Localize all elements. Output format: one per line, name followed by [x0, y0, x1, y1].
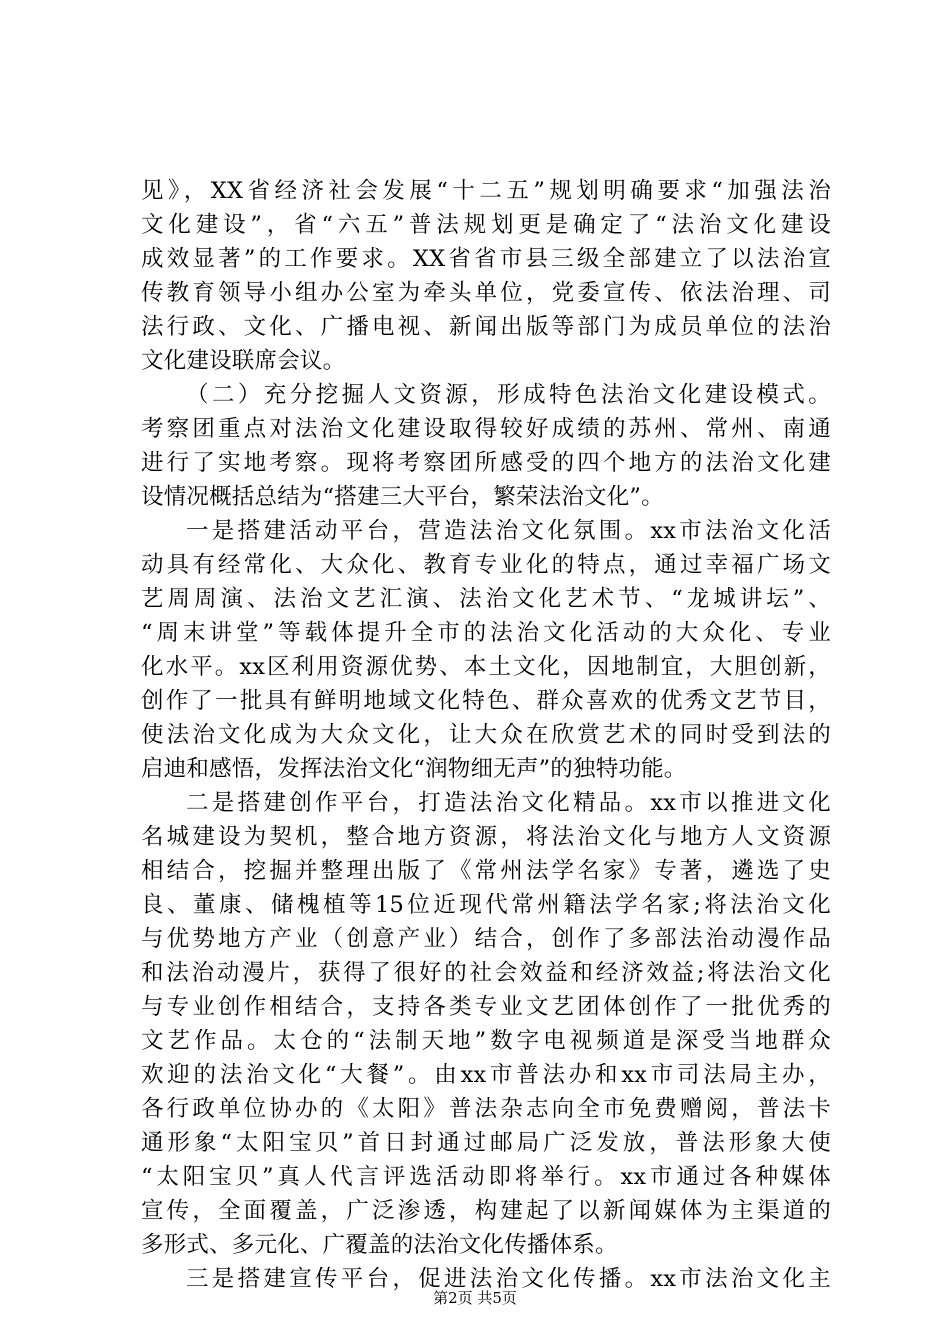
text-line: 使法治文化成为大众文化，让大众在欣赏艺术的同时受到法的 — [141, 722, 831, 748]
text-line: 一是搭建活动平台，营造法治文化氛围。xx市法治文化活 — [186, 518, 831, 544]
text-line: 与专业创作相结合，支持各类专业文艺团体创作了一批优秀的 — [141, 994, 831, 1020]
text-line: 见》，XX省经济社会发展“十二五”规划明确要求“加强法治 — [141, 178, 831, 204]
text-line: 法行政、文化、广播电视、新闻出版等部门为成员单位的法治 — [141, 314, 831, 340]
text-line: 与优势地方产业（创意产业）结合，创作了多部法治动漫作品 — [141, 926, 831, 952]
text-line: 良、董康、储槐植等15位近现代常州籍法学名家;将法治文化 — [141, 892, 831, 918]
text-line: 通形象“太阳宝贝”首日封通过邮局广泛发放，普法形象大使 — [141, 1130, 831, 1156]
text-line: （二）充分挖掘人文资源，形成特色法治文化建设模式。 — [186, 382, 831, 408]
text-line: 创作了一批具有鲜明地域文化特色、群众喜欢的优秀文艺节目， — [141, 688, 831, 714]
text-line: 和法治动漫片，获得了很好的社会效益和经济效益;将法治文化 — [141, 960, 831, 986]
text-line: 多形式、多元化、广覆盖的法治文化传播体系。 — [141, 1232, 618, 1258]
text-line: 艺周周演、法治文艺汇演、法治文化艺术节、“龙城讲坛”、 — [141, 586, 831, 612]
text-line: 名城建设为契机，整合地方资源，将法治文化与地方人文资源 — [141, 824, 831, 850]
document-body — [141, 174, 831, 1296]
page-footer: 第2页 共5页 — [433, 1289, 517, 1307]
text-line: 进行了实地考察。现将考察团所感受的四个地方的法治文化建 — [141, 450, 831, 476]
text-line: 化水平。xx区利用资源优势、本土文化，因地制宜，大胆创新， — [141, 654, 831, 680]
text-line: 设情况概括总结为“搭建三大平台，繁荣法治文化”。 — [141, 484, 664, 510]
text-line: 各行政单位协办的《太阳》普法杂志向全市免费赠阅，普法卡 — [141, 1096, 831, 1122]
text-line: 欢迎的法治文化“大餐”。由xx市普法办和xx市司法局主办， — [141, 1062, 831, 1088]
text-line: “周末讲堂”等载体提升全市的法治文化活动的大众化、专业 — [141, 620, 831, 646]
text-line: 二是搭建创作平台，打造法治文化精品。xx市以推进文化 — [186, 790, 831, 816]
text-line: 相结合，挖掘并整理出版了《常州法学名家》专著，遴选了史 — [141, 858, 831, 884]
text-line: 考察团重点对法治文化建设取得较好成绩的苏州、常州、南通 — [141, 416, 831, 442]
text-line: “太阳宝贝”真人代言评选活动即将举行。xx市通过各种媒体 — [141, 1164, 831, 1190]
text-line: 动具有经常化、大众化、教育专业化的特点，通过幸福广场文 — [141, 552, 831, 578]
text-line: 三是搭建宣传平台，促进法治文化传播。xx市法治文化主 — [186, 1266, 831, 1292]
text-line: 宣传，全面覆盖，广泛渗透，构建起了以新闻媒体为主渠道的 — [141, 1198, 831, 1224]
text-line: 传教育领导小组办公室为牵头单位，党委宣传、依法治理、司 — [141, 280, 831, 306]
text-line: 启迪和感悟，发挥法治文化“润物细无声”的独特功能。 — [141, 756, 687, 782]
text-line: 文化建设联席会议。 — [141, 348, 346, 374]
text-line: 文化建设”，省“六五”普法规划更是确定了“法治文化建设 — [141, 212, 831, 238]
text-line: 成效显著”的工作要求。XX省省市县三级全部建立了以法治宣 — [141, 246, 831, 272]
text-line: 文艺作品。太仓的“法制天地”数字电视频道是深受当地群众 — [141, 1028, 831, 1054]
